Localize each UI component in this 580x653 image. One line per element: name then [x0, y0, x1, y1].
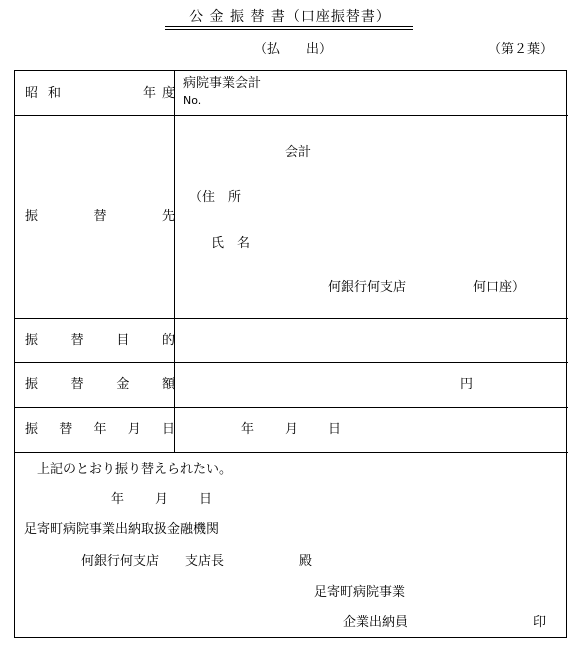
yen-unit: 円: [460, 377, 474, 392]
column-divider: [174, 71, 175, 452]
honorific: 殿: [299, 554, 313, 569]
request-day: 日: [199, 492, 213, 507]
page-number: （第２葉）: [488, 42, 554, 57]
account-suffix: 会計: [285, 145, 312, 160]
title-underline-2: [165, 29, 413, 30]
date-day: 日: [328, 422, 342, 437]
name-field: 氏 名: [211, 236, 251, 251]
transfer-form: [14, 70, 567, 638]
institution-name: 足寄町病院事業出納取扱金融機関: [24, 522, 220, 537]
request-text: 上記のとおり振り替えられたい。: [37, 462, 233, 477]
branch-manager: 支店長: [185, 554, 225, 569]
row-divider: [15, 115, 568, 116]
title-underline: [165, 26, 413, 27]
date-year: 年: [241, 422, 255, 437]
date-month: 月: [285, 422, 299, 437]
row-divider: [15, 362, 568, 363]
account-field: 何口座）: [473, 280, 526, 295]
number-field: No.: [183, 94, 202, 107]
row-divider: [15, 318, 568, 319]
row-divider: [15, 452, 568, 453]
amount-label: 振 替 金 額: [25, 377, 175, 392]
business-name: 足寄町病院事業: [314, 585, 406, 600]
treasurer-title: 企業出納員: [343, 615, 409, 630]
bank-branch: 何銀行何支店: [328, 280, 407, 295]
fund-name: 病院事業会計: [183, 76, 262, 91]
request-month: 月: [155, 492, 169, 507]
address-field: （住 所: [189, 190, 242, 205]
fiscal-year-label: 昭 和 年 度: [25, 86, 175, 101]
transfer-date-label: 振 替 年 月 日: [25, 422, 175, 437]
form-type: （払 出）: [254, 42, 333, 57]
footer-bank-branch: 何銀行何支店: [81, 554, 160, 569]
request-year: 年: [111, 492, 125, 507]
destination-label: 振 替 先: [25, 209, 175, 224]
seal-mark: 印: [533, 615, 547, 630]
purpose-label: 振 替 目 的: [25, 333, 175, 348]
form-title: 公 金 振 替 書（口座振替書）: [189, 9, 391, 25]
row-divider: [15, 407, 568, 408]
